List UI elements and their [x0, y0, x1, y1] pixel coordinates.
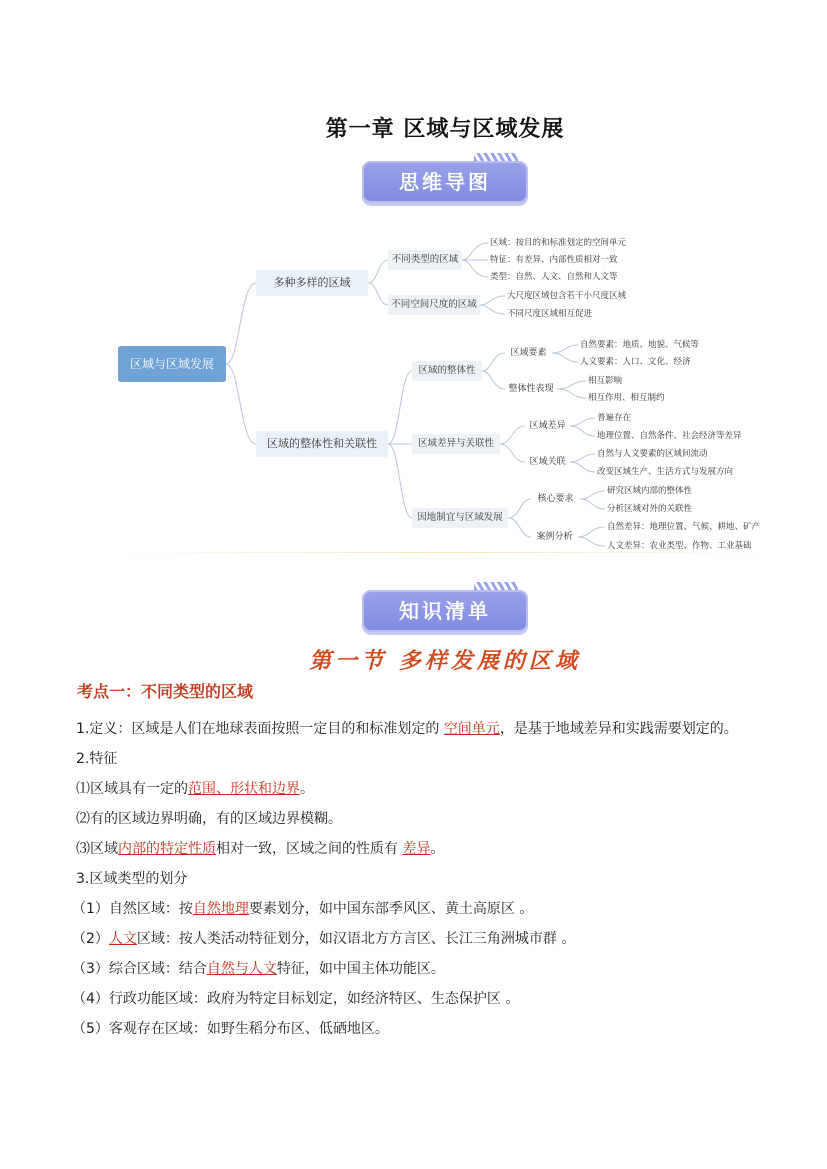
mindmap-leaf: 分析区域对外的关联性 — [607, 504, 693, 514]
kaodian-heading: 考点一：不同类型的区域 — [77, 682, 254, 701]
content-line-definition: 1.定义：区域是人们在地球表面按照一定目的和标准划定的 空间单元，是基于地域差异和实践需要划定的。 — [76, 721, 738, 737]
section-title: 第一节 多样发展的区域 — [309, 648, 581, 674]
banner-stripes — [474, 582, 518, 590]
mindmap-node-integrity: 区域的整体性 — [412, 361, 482, 381]
mindmap-leaf: 地理位置、自然条件、社会经济等差异 — [597, 431, 742, 441]
mindmap-node-region-relevance: 区域关联 — [529, 457, 566, 467]
content-line-comprehensive-region: （3）综合区域：结合自然与人文特征，如中国主体功能区。 — [72, 961, 445, 977]
mindmap-leaf: 人文要素：人口、文化、经济 — [580, 357, 691, 367]
mindmap-leaf: 普遍存在 — [597, 413, 632, 423]
content-line-natural-region: （1）自然区域：按自然地理要素划分，如中国东部季风区、黄土高原区 。 — [72, 901, 534, 917]
mindmap-leaf: 类型：自然、人文、自然和人文等 — [490, 272, 618, 282]
content-line-feature-3: ⑶区域内部的特定性质相对一致，区域之间的性质有 差异。 — [76, 841, 445, 857]
mindmap-leaf: 不同尺度区域相互促进 — [507, 309, 593, 319]
mindmap-leaf: 研究区域内部的整体性 — [607, 486, 693, 496]
content-line-objective-region: （5）客观存在区域：如野生稻分布区、低硒地区。 — [72, 1021, 389, 1037]
chapter-title: 第一章 区域与区域发展 — [325, 116, 565, 142]
mindmap-node-local-conditions: 因地制宜与区域发展 — [412, 508, 508, 528]
mindmap-node-core-requirements: 核心要求 — [537, 494, 574, 504]
content-line-features: 2.特征 — [76, 751, 118, 767]
divider — [110, 552, 782, 553]
mindmap-branch-diverse-regions: 多种多样的区域 — [256, 270, 368, 296]
mindmap-leaf: 相互作用、相互制约 — [588, 393, 665, 403]
mindmap-node-integrity-expression: 整体性表现 — [508, 384, 554, 394]
mindmap-leaf: 自然要素：地质、地貌、气候等 — [580, 340, 700, 350]
mindmap-leaf: 特征：有差异、内部性质相对一致 — [490, 255, 618, 265]
mind-map-banner-label: 思维导图 — [399, 170, 491, 194]
mindmap-node-case-analysis: 案例分析 — [536, 532, 573, 542]
content-line-administrative-region: （4）行政功能区域：政府为特定目标划定，如经济特区、生态保护区 。 — [72, 991, 520, 1007]
mindmap-branch-integrity-relevance: 区域的整体性和关联性 — [256, 431, 388, 457]
mindmap-leaf: 改变区域生产、生活方式与发展方向 — [597, 467, 734, 477]
mindmap-node-region-types: 不同类型的区域 — [388, 250, 462, 270]
knowledge-list-banner — [362, 590, 528, 632]
content-line-feature-1: ⑴区域具有一定的范围、形状和边界。 — [76, 781, 314, 797]
mindmap-node-region-elements: 区域要素 — [510, 348, 547, 358]
content-line-classification: 3.区域类型的划分 — [76, 871, 188, 887]
mindmap-root: 区域与区域发展 — [118, 346, 226, 382]
knowledge-list-banner-label: 知识清单 — [399, 599, 491, 623]
mindmap-leaf: 相互影响 — [588, 376, 623, 386]
mindmap-node-difference-relevance: 区域差异与关联性 — [412, 434, 500, 454]
mindmap-node-spatial-scale: 不同空间尺度的区域 — [388, 295, 480, 315]
mindmap-leaf: 人文差异：农业类型、作物、工业基础 — [607, 541, 752, 551]
content-line-feature-2: ⑵有的区域边界明确，有的区域边界模糊。 — [76, 811, 342, 827]
mindmap-leaf: 自然差异：地理位置、气候、耕地、矿产 — [607, 522, 761, 532]
mindmap-node-region-difference: 区域差异 — [529, 421, 566, 431]
mindmap-leaf: 区域：按目的和标准划定的空间单元 — [490, 238, 627, 248]
mindmap-leaf: 自然与人文要素的区域间流动 — [597, 449, 708, 459]
mindmap-leaf: 大尺度区域包含若干小尺度区域 — [507, 291, 627, 301]
content-line-human-region: （2）人文区域：按人类活动特征划分，如汉语北方方言区、长江三角洲城市群 。 — [72, 931, 576, 947]
